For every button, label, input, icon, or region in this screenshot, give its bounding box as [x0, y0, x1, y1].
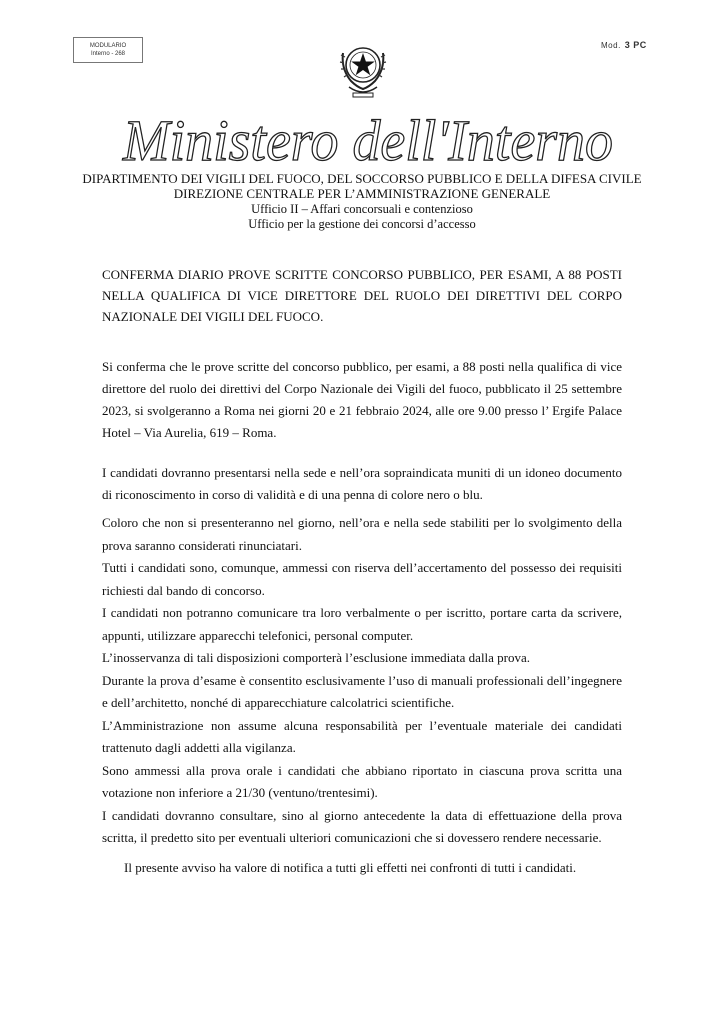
- ministry-logo-text: Ministero dell'Interno: [122, 110, 613, 173]
- list-item: L’Amministrazione non assume alcuna responsabilità per l’eventuale materiale dei candidati trattenuto dagli addetti alla vigilanza.: [102, 717, 622, 755]
- list-item: Sono ammessi alla prova orale i candidati che abbiano riportato in ciascuna prova scritta una votazione non inferiore a 21/30 (ventuno/trentesimi).: [102, 762, 622, 800]
- stamp-line2: Interno - 268: [90, 51, 126, 57]
- modulario-stamp: [73, 37, 143, 63]
- rules-list: [102, 512, 622, 850]
- notice-title: CONFERMA DIARIO PROVE SCRITTE CONCORSO PUBBLICO, PER ESAMI, A 88 POSTI NELLA QUALIFICA DI VICE DIRETTORE DEL RUOLO DEI DIRETTIVI DEL CORPO NAZIONALE DEI VIGILI DEL FUOCO.: [102, 267, 622, 324]
- paragraph-notification: Il presente avviso ha valore di notifica a tutti gli effetti nei confronti di tutti i candidati.: [124, 860, 577, 875]
- list-item: Durante la prova d’esame è consentito esclusivamente l’uso di manuali professionali dell’ingegnere e dell’architetto, nonché di apparecchiature calcolatrici scientifiche.: [102, 672, 622, 710]
- form-code-prefix: Mod.: [601, 41, 621, 50]
- emblem-icon: [337, 35, 389, 103]
- office-line-1: Ufficio II – Affari concorsuali e contenzioso: [251, 202, 473, 216]
- direction-heading: DIREZIONE CENTRALE PER L’AMMINISTRAZIONE GENERALE: [173, 186, 551, 201]
- form-code-value: 3 PC: [624, 40, 647, 50]
- paragraph-documents: I candidati dovranno presentarsi nella sede e nell’ora sopraindicata muniti di un idoneo documento di riconoscimento in corso di validità e di una penna di colore nero o blu.: [102, 465, 622, 502]
- stamp-line1: MODULARIO: [89, 43, 127, 49]
- list-item: Tutti i candidati sono, comunque, ammessi con riserva dell’accertamento del possesso dei requisiti richiesti dal bando di concorso.: [102, 560, 622, 598]
- list-item: I candidati dovranno consultare, sino al giorno antecedente la data di effettuazione della prova scritta, il predetto sito per eventuali ulteriori comunicazioni che si dovessero rendere necessarie.: [102, 807, 622, 845]
- list-item: L’inosservanza di tali disposizioni comporterà l’esclusione immediata dalla prova.: [102, 650, 531, 665]
- list-item: Coloro che non si presenteranno nel giorno, nell’ora e nella sede stabiliti per lo svolgimento della prova saranno considerati rinunciatari.: [102, 515, 622, 553]
- paragraph-confirmation: Si conferma che le prove scritte del concorso pubblico, per esami, a 88 posti nella qualifica di vice direttore del ruolo dei direttivi del Corpo Nazionale dei Vigili del fuoco, pubblicato il 25 settembre 2023, si svolgeranno a Roma nei giorni 20 e 21 febbraio 2024, alle ore 9.00 presso l’ Ergife Palace Hotel – Via Aurelia, 619 – Roma.: [102, 359, 622, 440]
- form-code: [601, 40, 647, 50]
- ministry-logo: [118, 110, 618, 174]
- office-line-2: Ufficio per la gestione dei concorsi d’accesso: [248, 217, 476, 231]
- list-item: I candidati non potranno comunicare tra loro verbalmente o per iscritto, portare carta da scrivere, appunti, utilizzare apparecchi telefonici, personal computer.: [102, 605, 622, 643]
- department-heading: DIPARTIMENTO DEI VIGILI DEL FUOCO, DEL SOCCORSO PUBBLICO E DELLA DIFESA CIVILE: [82, 171, 642, 186]
